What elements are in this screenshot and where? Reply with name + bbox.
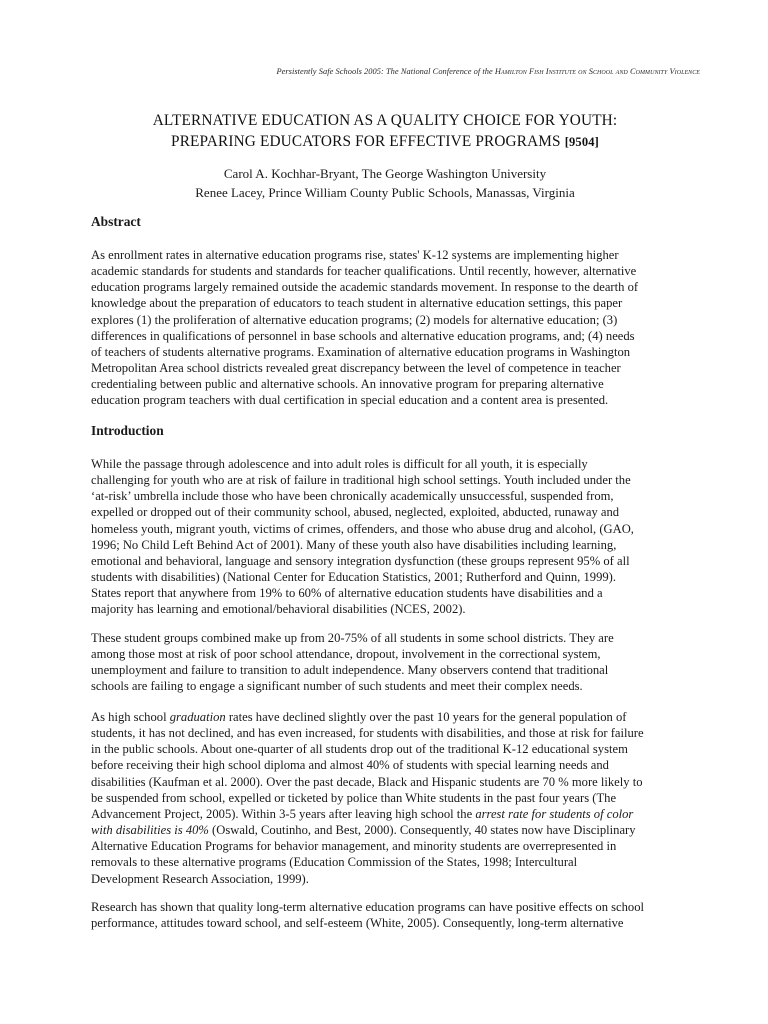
body-line: among those most at risk of poor school attendance, dropout, involvement in the correctional system, <box>91 647 601 662</box>
abstract-line: of teachers of students alternative programs. Examination of alternative education programs in Washington <box>91 344 631 359</box>
abstract-line: academic standards for students and standards for teacher qualifications. Until recently, however, alternative <box>91 264 637 279</box>
author-1: Carol A. Kochhar-Bryant, The George Washington University <box>223 166 547 181</box>
emphasis-graduation: graduation <box>169 710 226 724</box>
body-line <box>91 709 691 725</box>
body-text: Advancement Project, 2005). Within 3-5 years after leaving high school the <box>91 806 476 821</box>
running-header-text: Persistently Safe Schools 2005: The National Conference of the <box>276 67 495 76</box>
paper-code: [9504] <box>564 135 599 149</box>
introduction-heading: Introduction <box>91 423 164 438</box>
abstract-line: education program teachers with dual certification in special education and a content area is presented. <box>91 393 609 408</box>
body-line: removals to these alternative programs (Education Commission of the States, 1998; Intercultural <box>91 855 578 870</box>
body-line: expelled or dropped out of their community school, abused, neglected, exploited, abducted, runaway and <box>91 505 620 520</box>
body-line: ‘at-risk’ umbrella include those who have been chronically academically unsuccessful, suspended from, <box>91 489 614 504</box>
body-text: (Oswald, Coutinho, and Best, 2000). Consequently, 40 states now have Disciplinary <box>208 823 636 838</box>
abstract-line: explores (1) the proliferation of alternative education programs; (2) models for alternative education; (3) <box>91 312 618 327</box>
running-header <box>276 67 700 76</box>
body-line: disabilities (Kaufman et al. 2000). Over the past decade, Black and Hispanic students are 70 % more likely to <box>91 774 643 789</box>
body-line: be suspended from school, expelled or ticketed by police than White students in the past four years (The <box>91 790 617 805</box>
body-line <box>91 806 691 822</box>
body-line: Development Research Association, 1999). <box>91 871 309 886</box>
emphasis-arrest-rate: arrest rate for students of color <box>475 806 634 821</box>
body-line: students with disabilities) (National Center for Education Statistics, 2001; Rutherford and Quinn, 1999). <box>91 570 617 585</box>
abstract-line: Metropolitan Area school districts revealed great discrepancy between the level of competence in teacher <box>91 361 621 376</box>
body-line: Research has shown that quality long-term alternative education programs can have positive effects on school <box>91 900 645 914</box>
abstract-line: As enrollment rates in alternative education programs rise, states' K-12 systems are implementing higher <box>91 248 619 262</box>
body-line: before receiving their high school diploma and almost 40% of students with special learning needs and <box>91 758 609 773</box>
introduction-paragraph-1 <box>91 456 691 618</box>
abstract-heading: Abstract <box>91 214 141 229</box>
body-line: These student groups combined make up from 20-75% of all students in some school districts. They are <box>91 631 614 645</box>
body-line: students, it has not declined, and has even increased, for students with disabilities, and those at risk for failure <box>91 726 644 741</box>
abstract-line: credentialing between public and alternative schools. An innovative program for preparing alternative <box>91 377 604 392</box>
title-line-2-text: PREPARING EDUCATORS FOR EFFECTIVE PROGRAMS <box>171 133 561 150</box>
title-line-1: ALTERNATIVE EDUCATION AS A QUALITY CHOICE FOR YOUTH: <box>152 112 618 129</box>
body-line <box>91 822 691 838</box>
abstract-line: education programs largely remained outside the academic standards movement. In response to the dearth of <box>91 280 639 295</box>
body-line: homeless youth, migrant youth, victims of crimes, offenders, and those who abuse drug and alcohol, (GAO, <box>91 521 634 536</box>
body-line: Alternative Education Programs for behavior management, and minority students are overrepresented in <box>91 839 617 854</box>
emphasis-disabilities-rate: with disabilities is 40% <box>91 823 209 838</box>
introduction-paragraph-4 <box>91 899 691 931</box>
body-line: performance, attitudes toward school, and self-esteem (White, 2005). Consequently, long-term alternative <box>91 916 624 931</box>
body-line: While the passage through adolescence and into adult roles is difficult for all youth, it is especially <box>91 457 588 471</box>
body-text: rates have declined slightly over the past 10 years for the general population of <box>225 710 627 724</box>
author-block <box>90 164 680 202</box>
paper-title <box>90 110 680 153</box>
author-2: Renee Lacey, Prince William County Public Schools, Manassas, Virginia <box>195 185 575 200</box>
body-line: emotional and behavioral, language and sensory integration dysfunction (these groups represent 95% of all <box>91 553 630 568</box>
body-text: As high school <box>91 710 170 724</box>
body-line: challenging for youth who are at risk of failure in traditional high school settings. Youth included under the <box>91 473 631 488</box>
body-line: 1996; No Child Left Behind Act of 2001). Many of these youth also have disabilities including learning, <box>91 537 617 552</box>
abstract-line: differences in qualifications of personnel in base schools and alternative education programs, and; (4) needs <box>91 328 635 343</box>
body-line: in the public schools. About one-quarter of all students drop out of the traditional K-12 educational system <box>91 742 628 757</box>
title-line-2 <box>90 131 680 153</box>
body-line: unemployment and failure to transition to adult independence. Many observers contend that traditional <box>91 663 609 678</box>
abstract-line: knowledge about the preparation of educators to teach student in alternative education settings, this paper <box>91 296 623 311</box>
abstract-paragraph <box>91 247 691 409</box>
body-line: schools are failing to engage a significant number of such students and meet their complex needs. <box>91 679 583 694</box>
introduction-paragraph-2 <box>91 630 691 695</box>
introduction-paragraph-3 <box>91 709 691 887</box>
running-header-institute: Hamilton Fish Institute on School and Community Violence <box>494 67 700 76</box>
body-line: States report that anywhere from 19% to 60% of alternative education students have disabilities and a <box>91 586 603 601</box>
body-line: majority has learning and emotional/behavioral disabilities (NCES, 2002). <box>91 602 466 617</box>
